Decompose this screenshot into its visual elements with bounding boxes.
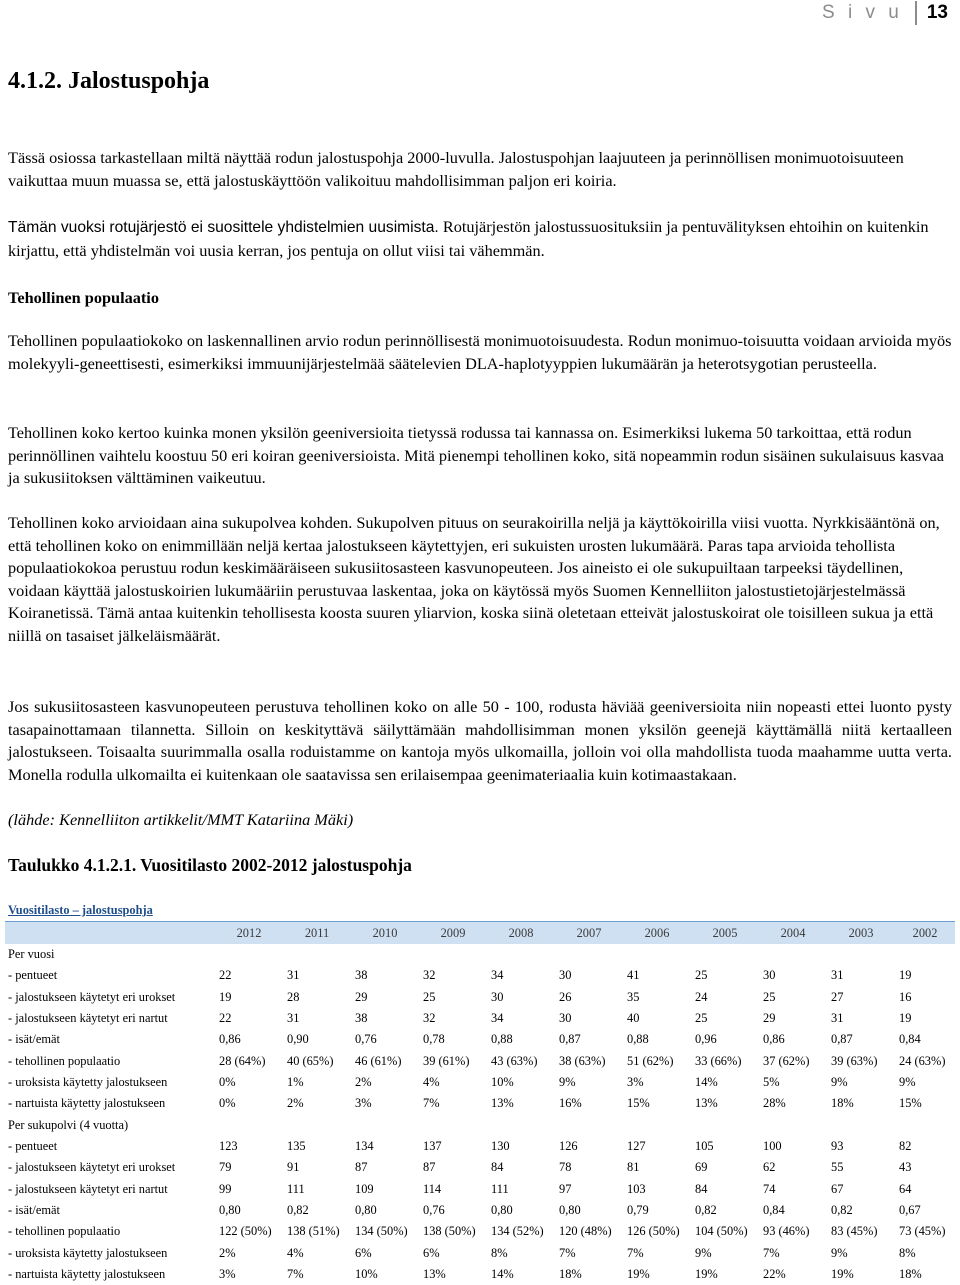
row-label: - pentueet [8, 1138, 58, 1153]
table-cell: 2% [355, 1074, 372, 1089]
table-cell: 5% [763, 1074, 780, 1089]
table-cell: 43 (63%) [491, 1053, 538, 1068]
table-row [5, 1157, 955, 1178]
subheading-effective-population: Tehollinen populaatio [8, 288, 159, 307]
table-cell: 3% [219, 1267, 236, 1282]
table-cell: 79 [219, 1160, 232, 1175]
table-cell: 0,80 [355, 1202, 377, 1217]
table-cell: 46 (61%) [355, 1053, 402, 1068]
table-cell: 8% [899, 1245, 916, 1260]
recommendation-sentence: Tämän vuoksi rotujärjestö ei suosittele yhdistelmien uusimista. [8, 219, 439, 236]
table-row [5, 1264, 955, 1285]
row-label: - isät/emät [8, 1032, 60, 1047]
year-header-cell: 2012 [215, 922, 283, 944]
table-cell: 83 (45%) [831, 1224, 878, 1239]
table-cell: 0,84 [899, 1032, 921, 1047]
table-row [5, 1200, 955, 1221]
row-label: - nartuista käytetty jalostukseen [8, 1096, 166, 1111]
table-cell: 0,87 [559, 1032, 581, 1047]
table-cell: 138 (51%) [287, 1224, 340, 1239]
table-cell: 0,88 [491, 1032, 513, 1047]
table-cell: 111 [287, 1181, 305, 1196]
table-cell: 73 (45%) [899, 1224, 946, 1239]
table-cell: 111 [491, 1181, 509, 1196]
table-cell: 30 [559, 1010, 572, 1025]
table-cell: 35 [627, 989, 640, 1004]
table-cell: 9% [831, 1074, 848, 1089]
table-row [5, 1221, 955, 1242]
table-cell: 0,87 [831, 1032, 853, 1047]
table-cell: 0,84 [763, 1202, 785, 1217]
table-cell: 0,67 [899, 1202, 921, 1217]
table-cell: 135 [287, 1138, 306, 1153]
table-cell: 0,88 [627, 1032, 649, 1047]
table-row [5, 1178, 955, 1199]
table-cell: 26 [559, 989, 572, 1004]
table-row [5, 1136, 955, 1157]
table-cell: 19 [899, 1010, 912, 1025]
table-cell: 137 [423, 1138, 442, 1153]
table-cell: 134 (52%) [491, 1224, 544, 1239]
table-cell: 99 [219, 1181, 232, 1196]
row-label: - tehollinen populaatio [8, 1224, 121, 1239]
row-label: - isät/emät [8, 1202, 60, 1217]
recommendation-paragraph [8, 216, 952, 262]
table-cell: 7% [287, 1267, 304, 1282]
year-header-cell: 2003 [827, 922, 895, 944]
table-row [5, 1114, 955, 1135]
year-header-cell: 2006 [623, 922, 691, 944]
table-cell: 10% [491, 1074, 514, 1089]
table-cell: 40 [627, 1010, 640, 1025]
table-cell: 93 (46%) [763, 1224, 810, 1239]
table-cell: 93 [831, 1138, 844, 1153]
table-cell: 32 [423, 968, 436, 983]
table-cell: 38 [355, 1010, 368, 1025]
table-cell: 41 [627, 968, 640, 983]
effective-size-paragraph: Tehollinen koko kertoo kuinka monen yksilön geeniversioita tietyssä rodussa tai kannassa on. Esimerkiksi lukema 50 tarkoittaa, että rodun perinnöllinen vaihtelu koostuu 50 eri koiran geeniversioista. Mitä pienempi tehollinen koko, sitä nopeammin rodun sisäinen sukulaisuus kasvaa ja sukusiitoksen välttäminen vaikeutuu. [8, 423, 944, 487]
table-cell: 28% [763, 1096, 786, 1111]
table-cell: 18% [899, 1267, 922, 1282]
year-header-cell: 2004 [759, 922, 827, 944]
table-header-row [5, 922, 955, 944]
table-cell: 24 (63%) [899, 1053, 946, 1068]
table-cell: 0,78 [423, 1032, 445, 1047]
page-label: S i v u [822, 2, 903, 23]
table-cell: 31 [831, 968, 844, 983]
table-cell: 31 [287, 968, 300, 983]
table-cell: 7% [627, 1245, 644, 1260]
table-cell: 3% [627, 1074, 644, 1089]
table-cell: 32 [423, 1010, 436, 1025]
table-cell: 100 [763, 1138, 782, 1153]
table-cell: 39 (61%) [423, 1053, 470, 1068]
row-label: - jalostukseen käytetyt eri urokset [8, 1160, 176, 1175]
table-cell: 30 [559, 968, 572, 983]
table-cell: 28 [287, 989, 300, 1004]
table-cell: 0,82 [831, 1202, 853, 1217]
section-heading: 4.1.2. Jalostuspohja [8, 68, 210, 94]
table-cell: 130 [491, 1138, 510, 1153]
table-cell: 114 [423, 1181, 442, 1196]
table-cell: 0,90 [287, 1032, 309, 1047]
table-cell: 38 [355, 968, 368, 983]
table-cell: 8% [491, 1245, 508, 1260]
table-cell: 78 [559, 1160, 572, 1175]
table-row [5, 1072, 955, 1093]
table-cell: 0,96 [695, 1032, 717, 1047]
table-cell: 25 [423, 989, 436, 1004]
header-divider [915, 1, 917, 25]
table-cell: 105 [695, 1138, 714, 1153]
page-number: 13 [926, 2, 948, 23]
table-cell: 69 [695, 1160, 708, 1175]
year-header-cell: 2008 [487, 922, 555, 944]
table-cell: 1% [287, 1074, 304, 1089]
table-cell: 134 [355, 1138, 374, 1153]
table-cell: 9% [831, 1245, 848, 1260]
row-label: - uroksista käytetty jalostukseen [8, 1074, 168, 1089]
table-row [5, 1008, 955, 1029]
table-cell: 0,82 [287, 1202, 309, 1217]
year-header-cell: 2009 [419, 922, 487, 944]
table-cell: 15% [627, 1096, 650, 1111]
table-cell: 19% [831, 1267, 854, 1282]
table-cell: 13% [491, 1096, 514, 1111]
table-cell: 103 [627, 1181, 646, 1196]
table-cell: 22 [219, 968, 232, 983]
row-label: Per vuosi [8, 946, 55, 961]
table-cell: 87 [355, 1160, 368, 1175]
table-cell: 64 [899, 1181, 912, 1196]
population-paragraph: Tehollinen populaatiokoko on laskennallinen arvio rodun perinnöllisestä monimuotoisuudesta. Rodun monimuo-toisuutta voidaan arvioida myös molekyyli-geneettisesti, esimerkiksi immuunijärjestelmää säätelevien DLA-haplotyyppien lukumäärän ja heterotsygotian perusteella. [8, 331, 952, 373]
table-cell: 16 [899, 989, 912, 1004]
table-cell: 138 (50%) [423, 1224, 476, 1239]
row-label: - jalostukseen käytetyt eri nartut [8, 1181, 168, 1196]
source-note: (lähde: Kennelliiton artikkelit/MMT Katariina Mäki) [8, 810, 354, 829]
row-label: - jalostukseen käytetyt eri nartut [8, 1010, 168, 1025]
table-cell: 38 (63%) [559, 1053, 606, 1068]
table-row [5, 1050, 955, 1071]
year-header-cell: 2007 [555, 922, 623, 944]
row-label: - nartuista käytetty jalostukseen [8, 1267, 166, 1282]
table-cell: 18% [559, 1267, 582, 1282]
table-cell: 7% [559, 1245, 576, 1260]
table-row [5, 965, 955, 986]
table-cell: 34 [491, 1010, 504, 1025]
table-cell: 0,80 [219, 1202, 241, 1217]
table-cell: 84 [695, 1181, 708, 1196]
table-cell: 87 [423, 1160, 436, 1175]
table-cell: 37 (62%) [763, 1053, 810, 1068]
table-cell: 74 [763, 1181, 776, 1196]
table-cell: 9% [695, 1245, 712, 1260]
year-header-cell: 2005 [691, 922, 759, 944]
table-caption: Taulukko 4.1.2.1. Vuositilasto 2002-2012 jalostuspohja [8, 855, 412, 875]
table-cell: 43 [899, 1160, 912, 1175]
table-cell: 127 [627, 1138, 646, 1153]
table-cell: 6% [423, 1245, 440, 1260]
table-cell: 15% [899, 1096, 922, 1111]
table-row [5, 1029, 955, 1050]
table-cell: 9% [559, 1074, 576, 1089]
table-cell: 10% [355, 1267, 378, 1282]
table-cell: 29 [355, 989, 368, 1004]
table-cell: 18% [831, 1096, 854, 1111]
table-row [5, 1093, 955, 1114]
table-cell: 81 [627, 1160, 640, 1175]
rule-sentence: Rotujärjestön jalostussuosituksiin ja pentuvälityksen ehtoihin on kuitenkin kirjattu, että yhdistelmän voi uusia kerran, jos pentuja on ollut viisi tai vähemmän. [8, 217, 929, 260]
table-cell: 7% [763, 1245, 780, 1260]
table-cell: 16% [559, 1096, 582, 1111]
table-cell: 3% [355, 1096, 372, 1111]
table-cell: 67 [831, 1181, 844, 1196]
table-cell: 0,79 [627, 1202, 649, 1217]
table-cell: 9% [899, 1074, 916, 1089]
table-cell: 22% [763, 1267, 786, 1282]
table-cell: 120 (48%) [559, 1224, 612, 1239]
generation-paragraph: Tehollinen koko arvioidaan aina sukupolvea kohden. Sukupolven pituus on seurakoirilla neljä ja käyttökoirilla viisi vuotta. Nyrkkisääntönä on, että tehollinen koko on enimmillään neljä kertaa jalostukseen käytettyjen, eri sukuisten urosten lukumäärä. Paras tapa arvioida tehollista populaatiokokoa perustuu rodun keskimääräiseen sukusiitosasteen kasvunopeuteen. Jos aineisto ei ole sukupuiltaan tarpeeksi täydellinen, voidaan käyttää jalostuskoirien lukumääriin perustuvaa laskentaa, joka on käytössä myös Suomen Kennelliiton jalostustietojärjestelmässä Koiranetissä. Tämä antaa kuitenkin tehollisesta koosta suuren yliarvion, koska siinä oletetaan etteivät jalostuskoirat ole toisilleen sukua ja että niillä on tasaiset jälkeläismäärät. [8, 513, 940, 645]
row-label: - jalostukseen käytetyt eri urokset [8, 989, 176, 1004]
table-cell: 33 (66%) [695, 1053, 742, 1068]
table-cell: 82 [899, 1138, 912, 1153]
table-cell: 6% [355, 1245, 372, 1260]
table-cell: 25 [695, 968, 708, 983]
table-cell: 0,82 [695, 1202, 717, 1217]
year-header-cell: 2011 [283, 922, 351, 944]
table-cell: 25 [695, 1010, 708, 1025]
table-cell: 40 (65%) [287, 1053, 334, 1068]
inbreeding-paragraph: Jos sukusiitosasteen kasvunopeuteen perustuva tehollinen koko on alle 50 - 100, rodusta häviää geeniversioita niin nopeasti ettei luonto pysty tasapainottamaan tilannetta. Silloin on keskityttävä säilyttämään mahdollisimman monen yksilön geenejä käyttämällä niitä kertaalleen jalostukseen. Toisaalta suurimmalla osalla roduistamme on kantoja myös ulkomailla, jolloin voi olla mahdollista tuoda maahamme uutta verta. Monella rodulla ulkomailta ei kuitenkaan ole saatavissa sen erilaisempaa geenimateriaalia kuin kotimaastakaan. [8, 697, 952, 784]
table-cell: 30 [491, 989, 504, 1004]
table-cell: 62 [763, 1160, 776, 1175]
row-label: Per sukupolvi (4 vuotta) [8, 1117, 129, 1132]
table-cell: 126 [559, 1138, 578, 1153]
table-cell: 0% [219, 1096, 236, 1111]
table-cell: 24 [695, 989, 708, 1004]
table-cell: 0,80 [559, 1202, 581, 1217]
table-cell: 0% [219, 1074, 236, 1089]
table-row [5, 1243, 955, 1264]
table-cell: 97 [559, 1181, 572, 1196]
row-label: - pentueet [8, 968, 58, 983]
table-cell: 29 [763, 1010, 776, 1025]
table-cell: 0,86 [763, 1032, 785, 1047]
table-cell: 22 [219, 1010, 232, 1025]
table-cell: 27 [831, 989, 844, 1004]
year-header-cell: 2010 [351, 922, 419, 944]
table-cell: 4% [423, 1074, 440, 1089]
table-cell: 31 [287, 1010, 300, 1025]
table-cell: 14% [695, 1074, 718, 1089]
table-cell: 55 [831, 1160, 844, 1175]
table-cell: 134 (50%) [355, 1224, 408, 1239]
table-cell: 19 [899, 968, 912, 983]
table-cell: 7% [423, 1096, 440, 1111]
table-cell: 4% [287, 1245, 304, 1260]
row-label: - uroksista käytetty jalostukseen [8, 1245, 168, 1260]
table-cell: 51 (62%) [627, 1053, 674, 1068]
table-cell: 30 [763, 968, 776, 983]
table-cell: 34 [491, 968, 504, 983]
table-cell: 0,76 [423, 1202, 445, 1217]
table-title-row [5, 900, 955, 922]
table-cell: 28 (64%) [219, 1053, 266, 1068]
table-row [5, 944, 955, 965]
page-header [822, 0, 960, 26]
table-cell: 109 [355, 1181, 374, 1196]
table-cell: 123 [219, 1138, 238, 1153]
table-cell: 19% [627, 1267, 650, 1282]
table-cell: 2% [219, 1245, 236, 1260]
table-cell: 25 [763, 989, 776, 1004]
table-cell: 0,86 [219, 1032, 241, 1047]
row-label: - tehollinen populaatio [8, 1053, 121, 1068]
table-cell: 84 [491, 1160, 504, 1175]
table-cell: 126 (50%) [627, 1224, 680, 1239]
table-cell: 14% [491, 1267, 514, 1282]
table-cell: 91 [287, 1160, 300, 1175]
header-blank-cell [5, 922, 215, 944]
table-cell: 31 [831, 1010, 844, 1025]
table-cell: 19% [695, 1267, 718, 1282]
table-row [5, 986, 955, 1007]
table-cell: 39 (63%) [831, 1053, 878, 1068]
table-cell: 2% [287, 1096, 304, 1111]
intro-paragraph: Tässä osiossa tarkastellaan miltä näyttää rodun jalostuspohja 2000-luvulla. Jalostuspohjan laajuuteen ja perinnöllisen monimuotoisuuteen vaikuttaa muun muassa se, että jalostuskäyttöön valikoituu mahdollisimman paljon eri koiria. [8, 148, 904, 190]
statistics-table [5, 900, 955, 1285]
table-cell: 122 (50%) [219, 1224, 272, 1239]
table-title: Vuositilasto – jalostuspohja [8, 903, 153, 918]
year-header-cell: 2002 [895, 922, 955, 944]
table-cell: 0,80 [491, 1202, 513, 1217]
table-cell: 13% [423, 1267, 446, 1282]
table-cell: 13% [695, 1096, 718, 1111]
table-cell: 19 [219, 989, 232, 1004]
table-cell: 104 (50%) [695, 1224, 748, 1239]
table-cell: 0,76 [355, 1032, 377, 1047]
